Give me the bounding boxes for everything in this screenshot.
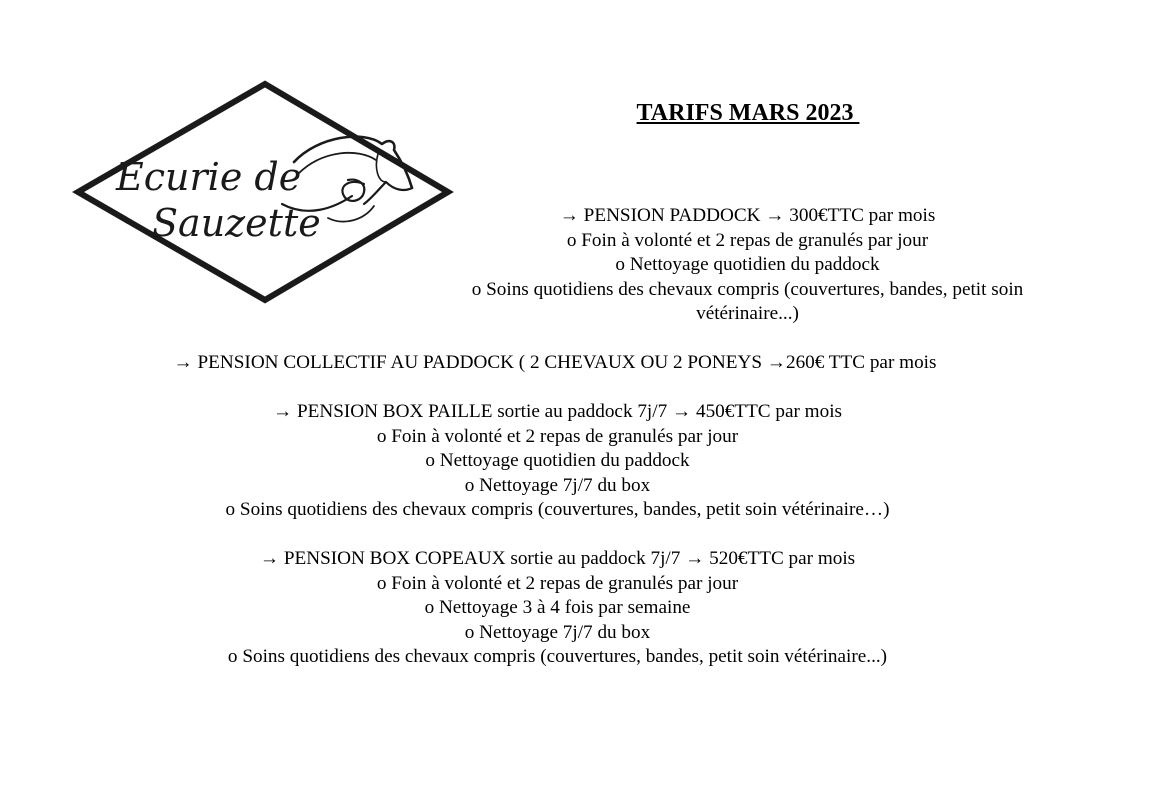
list-item: o Soins quotidiens des chevaux compris (couvertures, bandes, petit soin vétérinaire...) bbox=[227, 646, 888, 668]
list-item: o Nettoyage quotidien du paddock bbox=[425, 450, 690, 472]
list-item: o Nettoyage 3 à 4 fois par semaine bbox=[424, 597, 691, 619]
page-title: TARIFS MARS 2023 bbox=[636, 100, 860, 126]
section-heading: → PENSION COLLECTIF AU PADDOCK ( 2 CHEVAUX OU 2 PONEYS →260€ TTC par mois bbox=[173, 352, 937, 373]
list-item: o Foin à volonté et 2 repas de granulés par jour bbox=[376, 425, 739, 447]
section-pension-collectif bbox=[100, 351, 1010, 376]
list-item: o Foin à volonté et 2 repas de granulés par jour bbox=[376, 572, 739, 594]
section-heading: → PENSION BOX COPEAUX sortie au paddock 7j/7 → 520€TTC par mois bbox=[259, 548, 856, 569]
list-item: o Nettoyage 7j/7 du box bbox=[464, 621, 651, 643]
list-item: o Nettoyage quotidien du paddock bbox=[615, 254, 880, 276]
section-pension-box-paille bbox=[150, 400, 965, 523]
list-item: o Soins quotidiens des chevaux compris (couvertures, bandes, petit soin vétérinaire…) bbox=[225, 499, 890, 521]
section-pension-box-copeaux bbox=[150, 547, 965, 670]
section-heading: → PENSION BOX PAILLE sortie au paddock 7j/7 → 450€TTC par mois bbox=[272, 401, 842, 422]
logo-text-line1: Ecurie de bbox=[116, 155, 302, 199]
list-item: o Nettoyage 7j/7 du box bbox=[464, 474, 651, 496]
stable-logo bbox=[72, 78, 456, 308]
list-item: o Foin à volonté et 2 repas de granulés par jour bbox=[566, 229, 929, 251]
logo-text-line2: Sauzette bbox=[152, 201, 321, 245]
list-item: o Soins quotidiens des chevaux compris (couvertures, bandes, petit soin vétérinaire...) bbox=[471, 278, 1024, 325]
section-pension-paddock bbox=[455, 204, 1040, 327]
section-heading: → PENSION PADDOCK → 300€TTC par mois bbox=[559, 205, 936, 226]
